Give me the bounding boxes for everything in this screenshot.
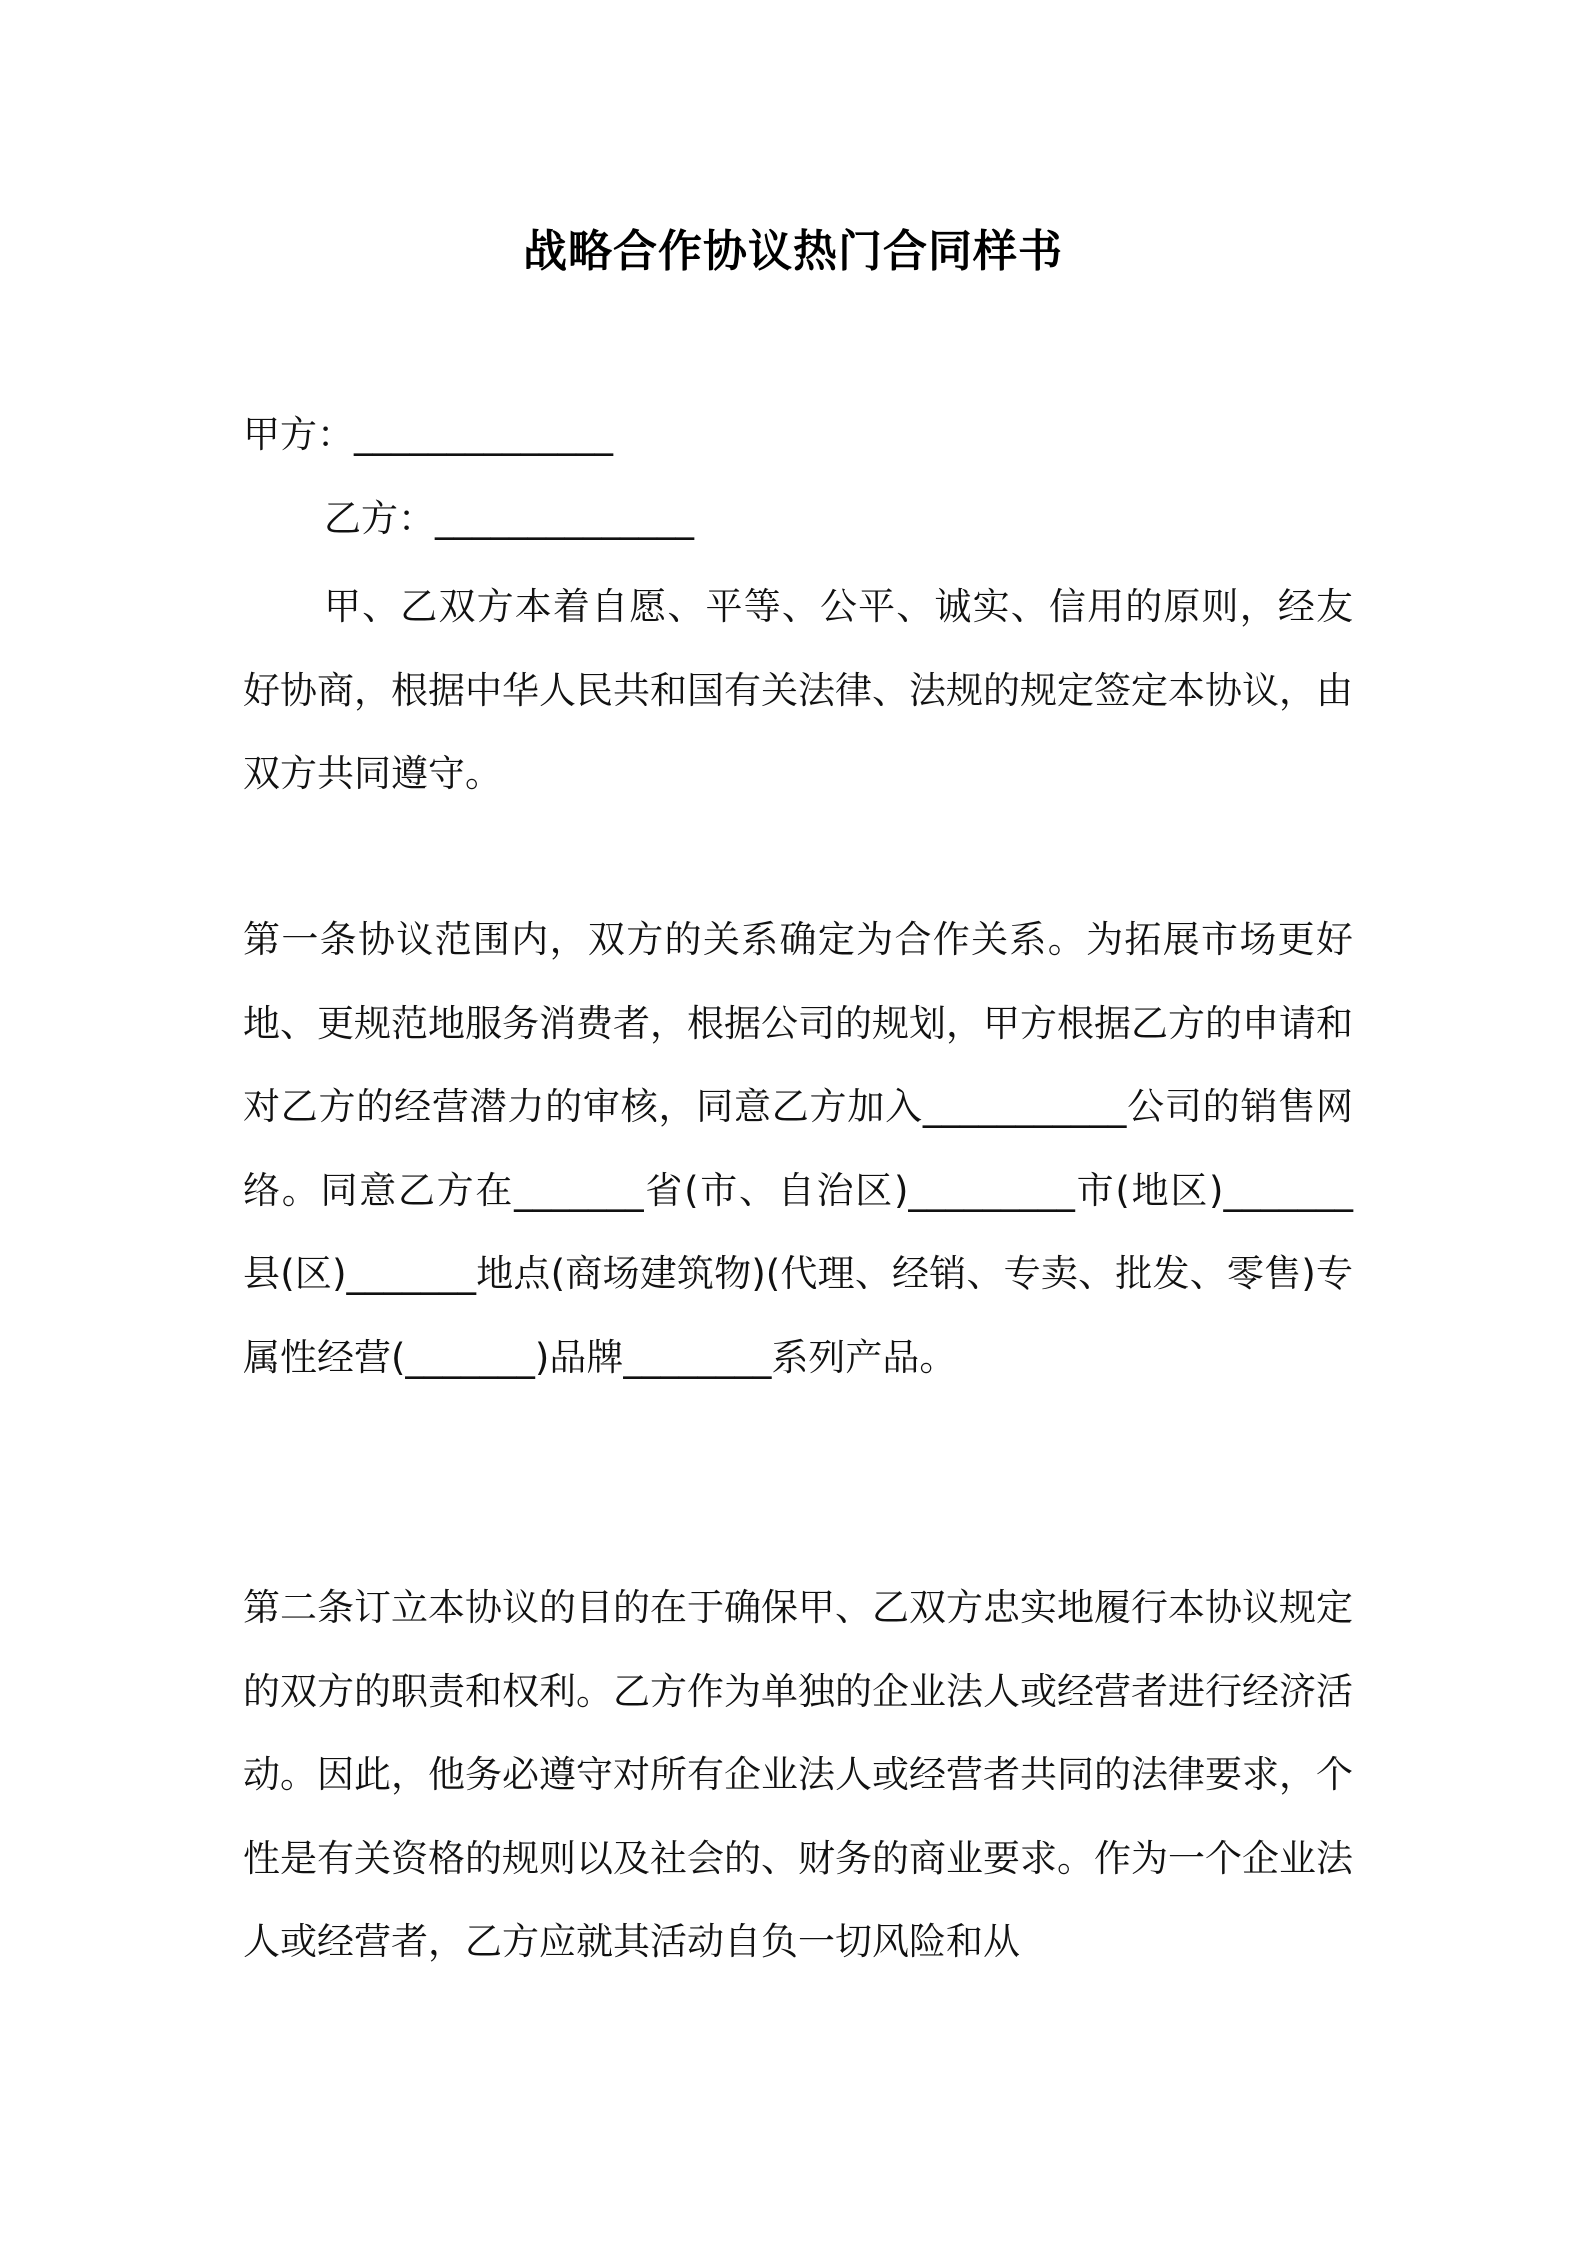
article-2-paragraph: 第二条订立本协议的目的在于确保甲、乙双方忠实地履行本协议规定的双方的职责和权利。乙方作为单独的企业法人或经营者进行经济活动。因此，他务必遵守对所有企业法人或经营者共同的法律要求，个性是有关资格的规则以及社会的、财务的商业要求。作为一个企业法人或经营者，乙方应就其活动自负一切风险和从 [243,1586,1353,1963]
document-title: 战略合作协议热门合同样书 [523,226,1063,277]
party-b-line: 乙方：______________ [324,497,694,540]
party-a-line: 甲方：______________ [243,413,613,456]
article-1-paragraph: 第一条协议范围内，双方的关系确定为合作关系。为拓展市场更好地、更规范地服务消费者，根据公司的规划，甲方根据乙方的申请和对乙方的经营潜力的审核，同意乙方加入___________公司的销售网络。同意乙方在_______省(市、自治区)_________市(地区)_______县(区)_______地点(商场建筑物)(代理、经销、专卖、批发、零售)专属性经营(_______)品牌________系列产品。 [243,918,1353,1379]
intro-paragraph: 甲、乙双方本着自愿、平等、公平、诚实、信用的原则，经友好协商，根据中华人民共和国有关法律、法规的规定签定本协议，由双方共同遵守。 [243,585,1353,795]
